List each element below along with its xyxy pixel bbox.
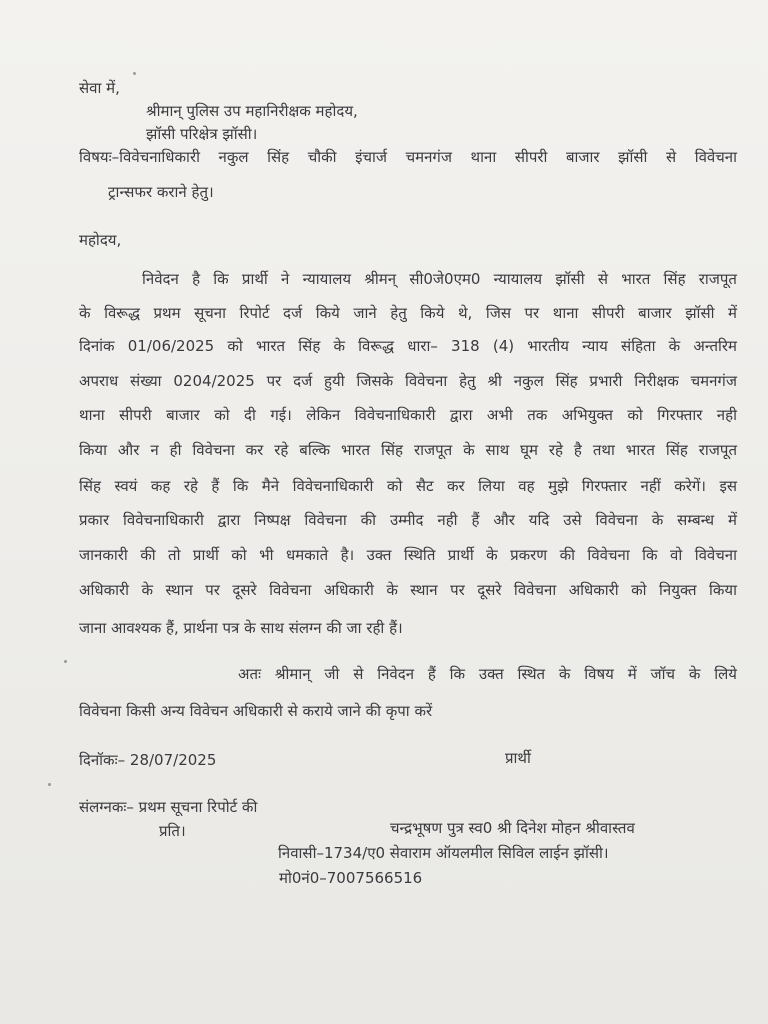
body-line: किया और न ही विवेचना कर रहे बल्कि भारत सिंह राजपूत के साथ घूम रहे है तथा भारत सिंह राजपूत <box>79 441 737 459</box>
enclosure-line-2: प्रति। <box>159 822 186 840</box>
date-label: दिनॉकः– <box>79 751 126 769</box>
body-line: निवेदन है कि प्रार्थी ने न्यायालय श्रीमन् सी0जे0एम0 न्यायालय झॉसी से भारत सिंह राजपूत <box>142 270 737 288</box>
body-line: थाना सीपरी बाजार को दी गई। लेकिन विवेचनाधिकारी द्वारा अभी तक अभियुक्त को गिरफ्तार नही <box>79 406 737 424</box>
sender-name: चन्द्रभूषण पुत्र स्व0 श्री दिनेश मोहन श्रीवास्तव <box>390 819 635 837</box>
date-line <box>79 750 216 770</box>
body-line: सिंह स्वयं कह रहे हैं कि मैने विवेचनाधिकारी को सैट कर लिया वह मुझे गिरफ्तार नहीं करेगें। इस <box>79 477 737 495</box>
subject-line-1: विषयः–विवेचनाधिकारी नकुल सिंह चौकी इंचार्ज चमनगंज थाना सीपरी बाजार झॉसी से विवेचना <box>79 148 737 166</box>
body-line: जानकारी की तो प्रार्थी को भी धमकाते है। उक्त स्थिति प्रार्थी के प्रकरण की विवेचना कि वो विवेचना <box>79 546 737 564</box>
subject-line-2: ट्रान्सफर कराने हेतु। <box>108 183 214 201</box>
paper-speck <box>133 72 136 75</box>
paper-speck <box>64 660 67 663</box>
sender-mobile: मो0नं0–7007566516 <box>279 869 423 887</box>
request-line-1: अतः श्रीमान् जी से निवेदन हैं कि उक्त स्थित के विषय में जॉच के लिये <box>238 665 737 683</box>
recipient-line-2: झॉसी परिक्षेत्र झॉसी। <box>146 125 258 143</box>
applicant-label: प्रार्थी <box>505 749 531 767</box>
recipient-line-1: श्रीमान् पुलिस उप महानिरीक्षक महोदय, <box>146 102 358 120</box>
paper-speck <box>48 783 51 786</box>
date-value: 28/07/2025 <box>129 751 217 769</box>
body-line: प्रकार विवेचनाधिकारी द्वारा निष्पक्ष विवेचना की उम्मीद नही हैं और यदि उसे विवेचना के सम्बन्ध में <box>79 511 737 529</box>
body-line: अधिकारी के स्थान पर दूसरे विवेचना अधिकारी के स्थान पर दूसरे विवेचना अधिकारी को नियुक्त किया <box>79 581 737 599</box>
enclosure-line-1: संलग्नकः– प्रथम सूचना रिपोर्ट की <box>79 798 258 816</box>
body-line: दिनांक 01/06/2025 को भारत सिंह के विरूद्ध धारा– 318 (4) भारतीय न्याय संहिता के अन्तरिम <box>79 337 737 355</box>
request-line-2: विवेचना किसी अन्य विवेचन अधिकारी से कराये जाने की कृपा करें <box>79 702 433 720</box>
sender-address: निवासी–1734/ए0 सेवाराम ऑयलमील सिविल लाईन झॉसी। <box>278 844 609 862</box>
body-line: जाना आवश्यक हैं, प्रार्थना पत्र के साथ संलग्न की जा रही हैं। <box>79 619 403 637</box>
body-line: अपराध संख्या 0204/2025 पर दर्ज हुयी जिसके विवेचना हेतु श्री नकुल सिंह प्रभारी निरीक्षक चमनगंज <box>79 372 737 390</box>
salutation-to: सेवा में, <box>79 79 120 97</box>
greeting: महोदय, <box>79 231 122 249</box>
body-line: के विरूद्ध प्रथम सूचना रिपोर्ट दर्ज किये जाने हेतु किये थे, जिस पर थाना सीपरी बाजार झॉसी में <box>79 304 737 322</box>
